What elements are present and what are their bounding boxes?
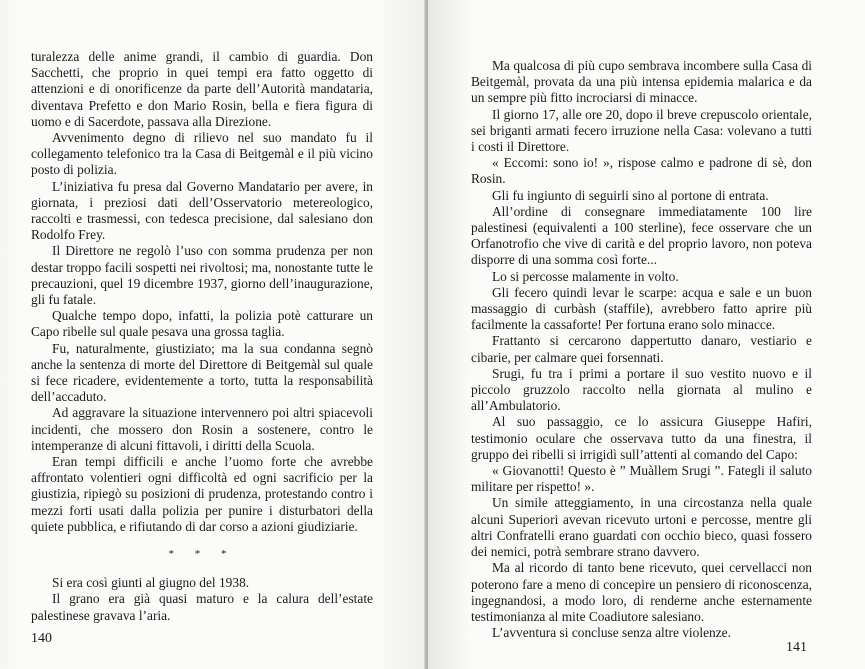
paragraph: Ma qualcosa di più cupo sembrava incombere sulla Casa di Beitgemàl, provata da una più intensa epidemia malarica e da un sempre più fitto incrociarsi di minacce. — [471, 58, 812, 106]
paragraph: Il Direttore ne regolò l’uso con somma prudenza per non destar troppo facili sospetti nei rivoltosi; ma, nonostante tutte le precauzioni, quel 19 dicembre 1937, giorno dell’inaugurazione, gli fu fatale. — [31, 243, 373, 308]
paragraph: Gli fecero quindi levar le scarpe: acqua e sale e un buon massaggio di curbàsh (staffile), avrebbero fatto aprire più facilmente la cassaforte! Per fortuna erano solo minacce. — [471, 284, 812, 333]
right-page-body — [471, 58, 812, 641]
paragraph: Al suo passaggio, ce lo assicura Giuseppe Hafiri, testimonio oculare che osservava tutto da una finestra, il gruppo dei ribelli si irrigidì sull’attenti al comando del Capo: — [471, 414, 812, 462]
left-page-body — [31, 49, 373, 624]
paragraph: L’avventura si concluse senza altre violenze. — [492, 625, 731, 641]
paragraph: « Giovanotti! Questo è ” Muàllem Srugi ”. Fategli il saluto militare per rispetto! ». — [471, 463, 812, 495]
paragraph: All’ordine di consegnare immediatamente 100 lire palestinesi (equivalenti a 100 sterline), fece osservare che un Orfanotrofio che vive di carità e del proprio lavoro, non poteva disporre di una somma così forte... — [471, 203, 812, 268]
paragraph: Si era così giunti al giugno del 1938. — [52, 575, 250, 591]
paragraph: « Eccomi: sono io! », rispose calmo e padrone di sè, don Rosin. — [471, 155, 812, 187]
paragraph: Qualche tempo dopo, infatti, la polizia potè catturare un Capo ribelle sul quale pesava una grossa taglia. — [31, 308, 373, 340]
paragraph: turalezza delle anime grandi, il cambio di guardia. Don Sacchetti, che proprio in quei tempi era fatto oggetto di attenzioni e di onorificenze da parte dell’Autorità mandataria, diventava Prefetto e don Mario Rosin, bella e fiera figura di uomo e di Sacerdote, passava alla Direzione. — [31, 49, 373, 129]
paragraph: Il giorno 17, alle ore 20, dopo il breve crepuscolo orientale, sei briganti armati fecero irruzione nella Casa: volevano a tutti i costi il Direttore. — [471, 106, 812, 155]
paragraph: Frattanto si cercarono dappertutto danaro, vestiario e cibarie, per calmare quei forsennati. — [471, 333, 812, 365]
paragraph: L’iniziativa fu presa dal Governo Mandatario per avere, in giornata, i preziosi dati dell’Osservatorio metereologico, raccolti e trasmessi, con tedesca precisione, dal salesiano don Rodolfo Frey. — [31, 178, 373, 243]
page-number: 140 — [31, 631, 52, 646]
paragraph: Un simile atteggiamento, in una circostanza nella quale alcuni Superiori avevan ricevuto urtoni e percosse, mentre gli altri Confratelli erano guardati con occhio bieco, quasi fossero dei nemici, potrà sembrare strano davvero. — [471, 495, 812, 560]
paragraph: Ma al ricordo di tanto bene ricevuto, quei cervellacci non poterono fare a meno di concepire un pensiero di riconoscenza, ingegnandosi, a modo loro, di renderne anche esternamente testimonianza al mite Coadiutore salesiano. — [471, 560, 812, 624]
page-number: 141 — [786, 640, 807, 655]
section-separator: * * * — [168, 548, 236, 561]
paragraph: Srugi, fu tra i primi a portare il suo vestito nuovo e il piccolo gruzzolo raccolto nella giornata al mulino e all’Ambulatorio. — [471, 365, 812, 414]
paragraph: Gli fu ingiunto di seguirli sino al portone di entrata. — [492, 187, 769, 203]
right-page — [428, 0, 865, 669]
paragraph: Ad aggravare la situazione intervennero poi altri spiacevoli incidenti, che mossero don Rosin a sostenere, contro le intemperanze di alcuni fittavoli, i diritti della Scuola. — [31, 405, 373, 453]
paragraph: Lo si percosse malamente in volto. — [492, 268, 679, 284]
paragraph: Avvenimento degno di rilievo nel suo mandato fu il collegamento telefonico tra la Casa di Beitgemàl e il più vicino posto di polizia. — [31, 130, 373, 178]
paragraph: Fu, naturalmente, giustiziato; ma la sua condanna segnò anche la sentenza di morte del Direttore di Beitgemàl sul quale si fece ricadere, evidentemente a torto, tutta la responsabilità dell’accaduto. — [31, 340, 373, 405]
paragraph: Eran tempi difficili e anche l’uomo forte che avrebbe affrontato volentieri ogni difficoltà ed ogni sacrificio per la giustizia, ripiegò su posizioni di prudenza, protestando contro i mezzi forti usati dalla polizia per punire i disturbatori della quiete pubblica, e rifiutando di dar corso a azioni giudiziarie. — [31, 454, 373, 534]
left-page — [0, 0, 426, 669]
paragraph: Il grano era già quasi maturo e la calura dell’estate palestinese gravava l’aria. — [31, 591, 373, 623]
